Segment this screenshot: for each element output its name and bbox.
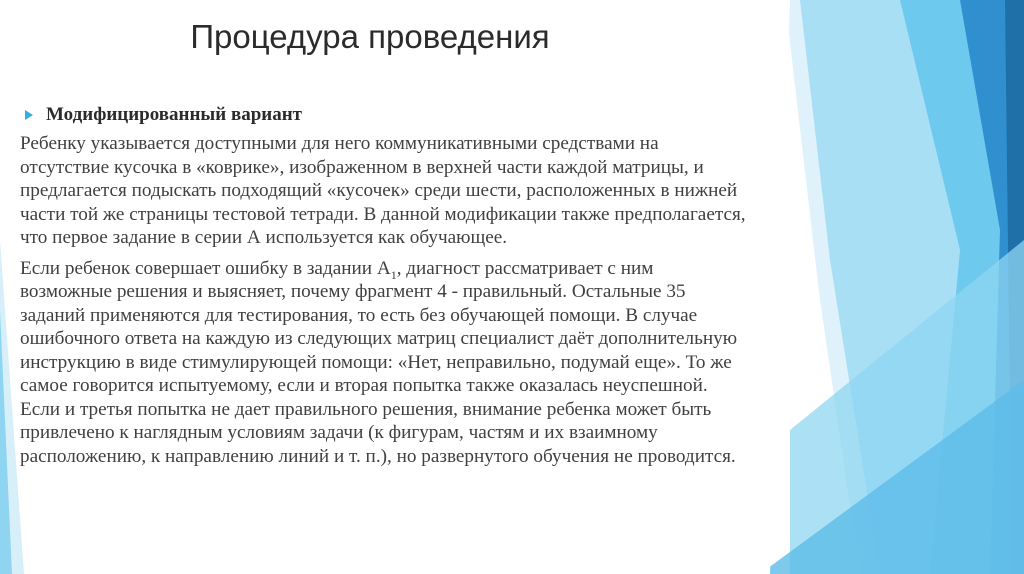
panel-edge	[758, 0, 790, 574]
paragraph-2	[20, 257, 750, 469]
slide-content	[20, 104, 750, 475]
subheading: Модифицированный вариант	[46, 104, 303, 125]
paragraph-1: Ребенку указывается доступными для него коммуникативными средствами на отсутствие кусочка в «коврике», изображенном в верхней части каждой матрицы, и предлагается подыскать подходящий «кусочек» среди шести, расположенных в нижней части той же страницы тестовой тетради. В данной модификации также предполагается, что первое задание в серии А используется как обучающее.	[20, 133, 746, 248]
paragraph-2-rest: , диагност рассматривает с ним возможные решения и выясняет, почему фрагмент 4 - правильный. Остальные 35 заданий применяются для тестирования, то есть без обучающей помощи. В случае ошибочного ответа на каждую из следующих матриц специалист даёт дополнительную инструкцию в виде стимулирующей помощи: «Нет, неправильно, подумай еще». То же самое говорится испытуемому, если и вторая попытка также оказалась неуспешной. Если и третья попытка не дает правильного решения, внимание ребенка может быть привлечено к наглядным условиям задачи (к фигурам, частям и их взаимному расположению, к направлению линий и т. п.), но развернутого обучения не проводится.	[20, 257, 738, 467]
subscript-index: 1	[390, 267, 397, 282]
triangle-bullet-icon	[25, 110, 33, 120]
slide-title: Процедура проведения	[190, 18, 550, 55]
paragraph-2-start: Если ребенок совершает ошибку в задании А	[20, 257, 391, 279]
subheading-row	[20, 104, 750, 126]
